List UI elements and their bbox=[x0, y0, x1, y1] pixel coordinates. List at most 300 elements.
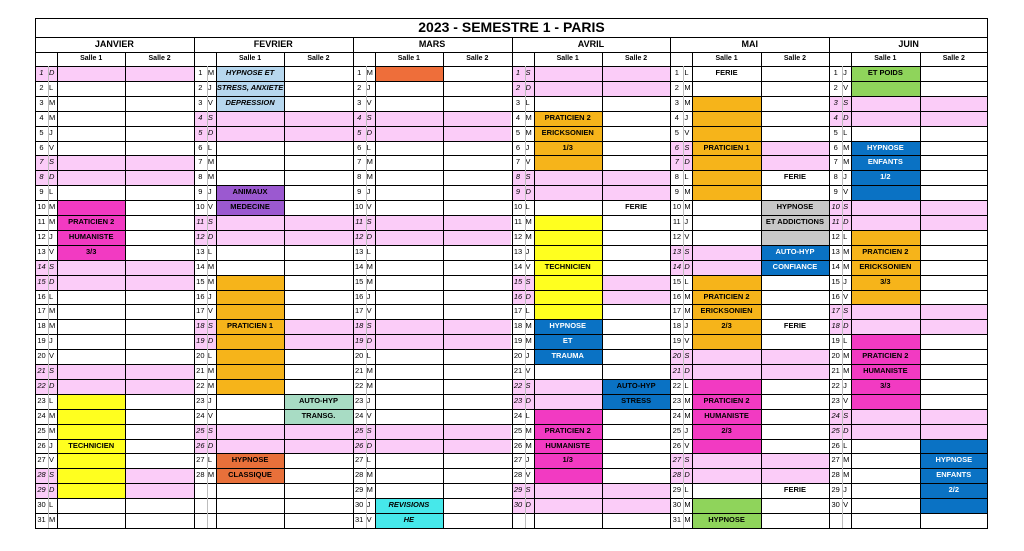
salle-header: Salle 1 bbox=[715, 55, 738, 62]
day-number: 2 bbox=[674, 82, 679, 92]
event-label: FERIE bbox=[783, 321, 806, 331]
day-number: 29 bbox=[831, 485, 840, 495]
day-number: 22 bbox=[196, 380, 205, 390]
day-number: 24 bbox=[196, 410, 205, 420]
weekday-letter: V bbox=[49, 246, 55, 256]
event-label: HYPNOSE bbox=[935, 455, 973, 465]
day-number: 4 bbox=[39, 112, 44, 122]
weekday-letter: V bbox=[843, 187, 849, 197]
weekday-letter: S bbox=[683, 453, 692, 468]
day-number: 15 bbox=[512, 275, 525, 290]
grid-line bbox=[353, 37, 354, 528]
weekday-letter: J bbox=[525, 455, 530, 465]
event-label: 1/3 bbox=[562, 455, 573, 465]
day-number: 3 bbox=[515, 97, 521, 107]
day-number: 18 bbox=[829, 319, 842, 334]
weekday-letter: M bbox=[843, 157, 850, 167]
day-number: 27 bbox=[670, 453, 683, 468]
day-number: 27 bbox=[354, 455, 364, 465]
weekday-letter: M bbox=[525, 321, 532, 331]
weekday-letter: M bbox=[684, 82, 691, 92]
weekday-letter: V bbox=[684, 336, 690, 346]
grid-line bbox=[57, 52, 58, 528]
weekday-letter: J bbox=[843, 485, 847, 495]
grid-line bbox=[216, 52, 217, 528]
day-number: 26 bbox=[353, 439, 366, 454]
day-number: 3 bbox=[39, 97, 44, 107]
weekday-letter: S bbox=[683, 245, 692, 260]
day-number: 9 bbox=[357, 187, 362, 197]
event-label: STRESS, ANXIETE bbox=[216, 82, 284, 92]
day-number: 8 bbox=[674, 172, 679, 182]
day-number: 3 bbox=[198, 97, 203, 107]
day-number: 19 bbox=[353, 334, 366, 349]
day-number: 28 bbox=[831, 470, 840, 480]
day-number: 6 bbox=[670, 141, 683, 156]
weekday-letter: L bbox=[684, 276, 689, 286]
day-number: 23 bbox=[37, 395, 46, 405]
weekday-letter: D bbox=[525, 394, 534, 409]
weekday-letter: J bbox=[684, 217, 689, 227]
weekday-letter: S bbox=[842, 409, 851, 424]
weekday-letter: L bbox=[207, 351, 212, 361]
weekday-letter: D bbox=[683, 260, 692, 275]
month-header: MARS bbox=[418, 39, 446, 49]
day-number: 15 bbox=[196, 276, 205, 286]
grid-line bbox=[194, 37, 195, 528]
weekday-letter: M bbox=[684, 187, 691, 197]
weekday-letter: M bbox=[843, 261, 850, 271]
weekday-letter: L bbox=[207, 455, 212, 465]
weekday-letter: J bbox=[684, 321, 689, 331]
day-number: 11 bbox=[672, 217, 681, 227]
weekday-letter: J bbox=[49, 127, 53, 137]
day-number: 28 bbox=[513, 470, 523, 480]
grid-line bbox=[761, 52, 762, 528]
weekday-letter: S bbox=[207, 424, 216, 439]
day-number: 4 bbox=[353, 111, 366, 126]
weekday-letter: L bbox=[49, 500, 54, 510]
event-label: HUMANISTE bbox=[704, 410, 749, 420]
grid-line bbox=[35, 528, 988, 529]
weekday-letter: M bbox=[843, 142, 850, 152]
weekday-letter: M bbox=[366, 485, 373, 495]
day-number: 27 bbox=[196, 455, 205, 465]
day-number: 12 bbox=[194, 230, 207, 245]
day-number: 14 bbox=[354, 261, 364, 271]
day-number: 6 bbox=[515, 142, 521, 152]
day-number: 16 bbox=[354, 291, 364, 301]
day-number: 5 bbox=[674, 127, 679, 137]
weekday-letter: M bbox=[207, 261, 215, 271]
weekday-letter: M bbox=[207, 68, 215, 77]
day-number: 9 bbox=[674, 187, 679, 197]
weekday-letter: D bbox=[48, 170, 57, 185]
weekday-letter: M bbox=[49, 515, 56, 525]
weekday-letter: M bbox=[843, 455, 850, 465]
weekday-letter: L bbox=[49, 395, 54, 405]
weekday-letter: M bbox=[366, 68, 373, 77]
weekday-letter: M bbox=[49, 321, 56, 331]
day-number: 30 bbox=[512, 498, 525, 513]
day-number: 22 bbox=[672, 380, 681, 390]
day-number: 12 bbox=[672, 231, 681, 241]
weekday-letter: J bbox=[684, 112, 689, 122]
weekday-letter: L bbox=[366, 455, 371, 465]
weekday-letter: L bbox=[366, 142, 371, 152]
salle-header: Salle 1 bbox=[397, 55, 420, 62]
weekday-letter: V bbox=[684, 440, 690, 450]
day-number: 25 bbox=[353, 424, 366, 439]
day-number: 27 bbox=[831, 455, 840, 465]
event-label: ANIMAUX bbox=[232, 187, 268, 197]
weekday-letter: M bbox=[525, 336, 532, 346]
event-label: HUMANISTE bbox=[68, 231, 114, 241]
weekday-letter: S bbox=[366, 215, 375, 230]
weekday-letter: M bbox=[525, 217, 532, 227]
event-block[interactable] bbox=[375, 66, 443, 81]
weekday-letter: D bbox=[366, 439, 375, 454]
grid-line bbox=[829, 37, 830, 528]
weekday-letter: M bbox=[525, 440, 532, 450]
day-number: 13 bbox=[513, 246, 523, 256]
weekday-letter: M bbox=[843, 351, 850, 361]
event-label: 2/3 bbox=[721, 321, 732, 331]
day-number: 4 bbox=[674, 112, 679, 122]
weekday-letter: V bbox=[49, 142, 55, 152]
event-label: STRESS bbox=[621, 395, 652, 405]
weekday-letter: J bbox=[684, 425, 689, 435]
day-number: 14 bbox=[831, 261, 840, 271]
day-number: 21 bbox=[670, 364, 683, 379]
weekday-letter: J bbox=[525, 351, 530, 361]
day-number: 6 bbox=[39, 142, 44, 152]
day-number: 21 bbox=[354, 366, 364, 376]
weekday-letter: S bbox=[366, 319, 375, 334]
event-label: HYPNOSE bbox=[231, 455, 269, 465]
day-number: 16 bbox=[831, 291, 840, 301]
day-number: 21 bbox=[831, 366, 840, 376]
event-label: HYPNOSE ET bbox=[225, 68, 275, 77]
weekday-letter: D bbox=[48, 483, 57, 498]
event-label: FERIE bbox=[715, 68, 738, 77]
day-number: 30 bbox=[354, 500, 364, 510]
weekday-letter: V bbox=[49, 455, 55, 465]
weekday-letter: D bbox=[48, 379, 57, 394]
day-number: 10 bbox=[354, 202, 364, 212]
day-number: 14 bbox=[196, 261, 205, 271]
event-label: 3/3 bbox=[880, 380, 891, 390]
event-label: 3/3 bbox=[880, 276, 891, 286]
day-number: 7 bbox=[198, 157, 203, 167]
event-label: PRATICIEN 2 bbox=[862, 246, 909, 256]
weekday-letter: V bbox=[366, 515, 372, 525]
weekday-letter: V bbox=[49, 351, 55, 361]
grid-line bbox=[842, 66, 843, 528]
weekday-letter: L bbox=[525, 202, 530, 212]
weekday-letter: V bbox=[366, 410, 372, 420]
event-label: ET ADDICTIONS bbox=[765, 217, 824, 227]
event-label: PRATICIEN 2 bbox=[703, 395, 750, 405]
day-number: 4 bbox=[515, 112, 521, 122]
event-label: PRATICIEN 1 bbox=[226, 321, 274, 331]
day-number: 7 bbox=[515, 157, 521, 167]
weekday-letter: D bbox=[683, 364, 692, 379]
grid-line bbox=[534, 52, 535, 528]
weekday-letter: S bbox=[525, 170, 534, 185]
weekday-letter: L bbox=[525, 97, 530, 107]
weekday-letter: V bbox=[684, 231, 690, 241]
event-label: 2/2 bbox=[948, 485, 959, 495]
weekday-letter: D bbox=[207, 334, 216, 349]
weekday-letter: M bbox=[684, 500, 691, 510]
weekday-letter: M bbox=[207, 276, 215, 286]
day-number: 16 bbox=[512, 290, 525, 305]
day-number: 24 bbox=[672, 410, 681, 420]
day-number: 16 bbox=[196, 291, 205, 301]
event-label: HYPNOSE bbox=[549, 321, 587, 331]
weekday-letter: D bbox=[366, 230, 375, 245]
weekday-letter: V bbox=[843, 82, 849, 92]
weekday-letter: J bbox=[366, 187, 371, 197]
weekday-letter: S bbox=[48, 155, 57, 170]
weekday-letter: M bbox=[684, 515, 691, 525]
weekday-letter: L bbox=[366, 351, 371, 361]
weekday-letter: M bbox=[684, 97, 691, 107]
day-number: 12 bbox=[353, 230, 366, 245]
grid-line bbox=[920, 52, 921, 528]
day-number: 23 bbox=[672, 395, 681, 405]
day-number: 10 bbox=[513, 202, 523, 212]
event-label: PRATICIEN 2 bbox=[703, 291, 750, 301]
weekday-letter: L bbox=[684, 68, 689, 77]
day-number: 29 bbox=[512, 483, 525, 498]
weekday-letter: M bbox=[684, 306, 691, 316]
event-label: TRANSG. bbox=[301, 410, 336, 420]
weekday-letter: S bbox=[683, 349, 692, 364]
weekday-letter: L bbox=[366, 246, 371, 256]
day-number: 2 bbox=[833, 82, 838, 92]
day-number: 6 bbox=[357, 142, 362, 152]
weekday-letter: L bbox=[207, 142, 212, 152]
day-number: 18 bbox=[353, 319, 366, 334]
day-number: 31 bbox=[37, 515, 46, 525]
weekday-letter: M bbox=[207, 380, 215, 390]
day-number: 25 bbox=[37, 425, 46, 435]
weekday-letter: M bbox=[366, 172, 373, 182]
weekday-letter: M bbox=[49, 202, 56, 212]
weekday-letter: J bbox=[207, 187, 212, 197]
weekday-letter: M bbox=[525, 112, 532, 122]
event-label: PRATICIEN 2 bbox=[68, 217, 115, 227]
weekday-letter: S bbox=[525, 66, 534, 81]
day-number: 26 bbox=[831, 440, 840, 450]
day-number: 16 bbox=[37, 291, 46, 301]
weekday-letter: J bbox=[843, 276, 847, 286]
weekday-letter: S bbox=[525, 379, 534, 394]
day-number: 3 bbox=[357, 97, 362, 107]
weekday-letter: M bbox=[49, 97, 56, 107]
weekday-letter: V bbox=[843, 500, 849, 510]
day-number: 23 bbox=[831, 395, 840, 405]
grid-line bbox=[602, 52, 603, 528]
day-number: 22 bbox=[512, 379, 525, 394]
day-number: 20 bbox=[831, 351, 840, 361]
weekday-letter: S bbox=[366, 111, 375, 126]
day-number: 12 bbox=[831, 231, 840, 241]
day-number: 25 bbox=[672, 425, 681, 435]
day-number: 20 bbox=[354, 351, 364, 361]
day-number: 1 bbox=[833, 68, 838, 77]
weekday-letter: J bbox=[843, 172, 847, 182]
event-label: HYPNOSE bbox=[708, 515, 745, 525]
day-number: 1 bbox=[674, 68, 679, 77]
weekday-letter: M bbox=[525, 425, 532, 435]
weekday-letter: M bbox=[207, 157, 215, 167]
weekday-letter: V bbox=[525, 261, 531, 271]
day-number: 23 bbox=[354, 395, 364, 405]
day-number: 10 bbox=[196, 202, 205, 212]
day-number: 8 bbox=[512, 170, 525, 185]
day-number: 11 bbox=[37, 217, 46, 227]
weekday-letter: M bbox=[207, 366, 215, 376]
day-number: 2 bbox=[512, 81, 525, 96]
weekday-letter: D bbox=[525, 185, 534, 200]
weekday-letter: L bbox=[843, 127, 848, 137]
event-label: HUMANISTE bbox=[863, 366, 908, 376]
day-number: 10 bbox=[672, 202, 681, 212]
day-number: 13 bbox=[37, 246, 46, 256]
day-number: 5 bbox=[833, 127, 838, 137]
weekday-letter: J bbox=[525, 142, 530, 152]
weekday-letter: D bbox=[842, 111, 851, 126]
day-number: 21 bbox=[196, 366, 205, 376]
day-number: 7 bbox=[357, 157, 362, 167]
weekday-letter: V bbox=[525, 157, 531, 167]
day-number: 24 bbox=[354, 410, 364, 420]
day-number: 4 bbox=[194, 111, 207, 126]
weekday-letter: L bbox=[684, 485, 689, 495]
grid-line bbox=[683, 66, 684, 528]
event-label: HYPNOSE bbox=[776, 202, 814, 212]
weekday-letter: M bbox=[684, 410, 691, 420]
day-number: 20 bbox=[670, 349, 683, 364]
event-label: PRATICIEN 2 bbox=[862, 351, 909, 361]
day-number: 14 bbox=[35, 260, 48, 275]
weekday-letter: J bbox=[207, 395, 212, 405]
day-number: 30 bbox=[37, 500, 46, 510]
weekday-letter: D bbox=[366, 126, 375, 141]
event-label: MEDECINE bbox=[230, 202, 270, 212]
weekday-letter: L bbox=[684, 380, 689, 390]
weekday-letter: V bbox=[366, 97, 372, 107]
day-number: 13 bbox=[196, 246, 205, 256]
weekday-letter: S bbox=[48, 364, 57, 379]
weekday-letter: D bbox=[525, 290, 534, 305]
weekday-letter: D bbox=[207, 439, 216, 454]
weekday-letter: M bbox=[366, 380, 373, 390]
weekday-letter: L bbox=[49, 187, 54, 197]
day-number: 3 bbox=[674, 97, 679, 107]
weekday-letter: L bbox=[525, 410, 530, 420]
weekday-letter: L bbox=[49, 291, 54, 301]
salle-header: Salle 1 bbox=[238, 55, 262, 62]
weekday-letter: V bbox=[207, 97, 213, 107]
event-label: ERICKSONIEN bbox=[541, 127, 594, 137]
grid-line bbox=[125, 52, 126, 528]
day-number: 15 bbox=[831, 276, 840, 286]
day-number: 5 bbox=[194, 126, 207, 141]
day-number: 8 bbox=[357, 172, 362, 182]
weekday-letter: J bbox=[49, 336, 53, 346]
weekday-letter: M bbox=[366, 366, 373, 376]
weekday-letter: S bbox=[207, 111, 216, 126]
weekday-letter: D bbox=[683, 468, 692, 483]
day-number: 9 bbox=[39, 187, 44, 197]
day-number: 26 bbox=[194, 439, 207, 454]
event-label: ERICKSONIEN bbox=[700, 306, 753, 316]
day-number: 11 bbox=[829, 215, 842, 230]
day-number: 13 bbox=[354, 246, 364, 256]
day-number: 11 bbox=[514, 217, 522, 227]
event-label: PRATICIEN 2 bbox=[544, 112, 591, 122]
day-number: 18 bbox=[513, 321, 523, 331]
weekday-letter: V bbox=[525, 366, 531, 376]
day-number: 22 bbox=[831, 380, 840, 390]
day-number: 23 bbox=[512, 394, 525, 409]
salle-header: Salle 2 bbox=[625, 55, 648, 62]
weekday-letter: D bbox=[48, 275, 57, 290]
weekday-letter: M bbox=[366, 261, 373, 271]
event-label: AUTO-HYP bbox=[775, 246, 815, 256]
day-number: 15 bbox=[672, 276, 681, 286]
weekday-letter: M bbox=[525, 231, 532, 241]
day-number: 5 bbox=[515, 127, 521, 137]
weekday-letter: M bbox=[366, 470, 373, 480]
weekday-letter: S bbox=[525, 483, 534, 498]
day-number: 2 bbox=[39, 82, 44, 92]
day-number: 14 bbox=[670, 260, 683, 275]
day-number: 30 bbox=[831, 500, 840, 510]
weekday-letter: L bbox=[207, 246, 212, 256]
day-number: 28 bbox=[35, 468, 48, 483]
weekday-letter: M bbox=[207, 172, 215, 182]
grid-line bbox=[284, 52, 285, 528]
salle-header: Salle 1 bbox=[874, 55, 897, 62]
day-number: 15 bbox=[354, 276, 364, 286]
day-number: 18 bbox=[37, 321, 46, 331]
day-number: 21 bbox=[35, 364, 48, 379]
day-number: 18 bbox=[672, 321, 681, 331]
weekday-letter: M bbox=[366, 276, 373, 286]
weekday-letter: D bbox=[525, 498, 534, 513]
grid-line bbox=[375, 52, 376, 528]
day-number: 6 bbox=[198, 142, 203, 152]
event-label: HE bbox=[403, 515, 415, 525]
day-number: 24 bbox=[513, 410, 523, 420]
day-number: 20 bbox=[37, 351, 46, 361]
weekday-letter: D bbox=[48, 66, 57, 81]
day-number: 12 bbox=[513, 231, 523, 241]
day-number: 20 bbox=[196, 351, 205, 361]
day-number: 4 bbox=[829, 111, 842, 126]
weekday-letter: M bbox=[366, 157, 373, 167]
day-number: 17 bbox=[672, 306, 681, 316]
day-number: 2 bbox=[357, 82, 362, 92]
day-number: 29 bbox=[672, 485, 681, 495]
grid-line bbox=[851, 52, 852, 528]
weekday-letter: M bbox=[684, 202, 691, 212]
